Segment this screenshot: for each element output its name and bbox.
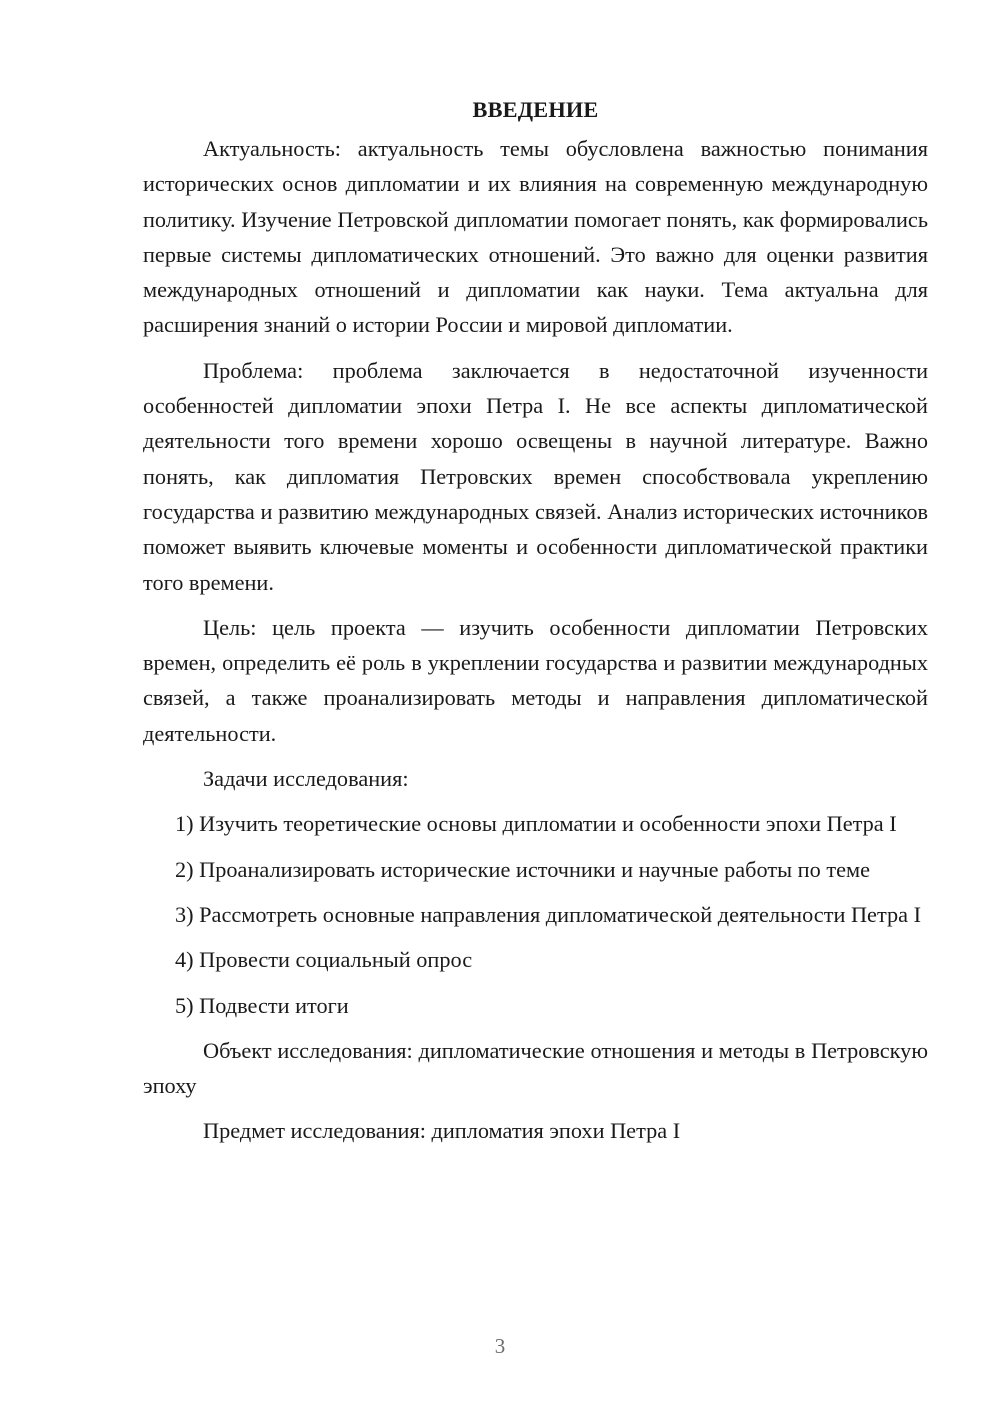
page-number: 3 <box>494 1334 506 1358</box>
page-content <box>143 92 928 1159</box>
task-item: 3) Рассмотреть основные направления дипломатической деятельности Петра I <box>175 901 922 927</box>
goal-paragraph: Цель: цель проекта — изучить особенности дипломатии Петровских времен, определить её роль в укреплении государства и развитии международных связей, а также проанализировать методы и направления дипломатической деятельности. <box>143 614 928 746</box>
section-heading: ВВЕДЕНИЕ <box>472 97 599 122</box>
task-item: 1) Изучить теоретические основы дипломатии и особенности эпохи Петра I <box>175 811 897 837</box>
task-item: 4) Провести социальный опрос <box>175 947 473 973</box>
research-object-paragraph: Объект исследования: дипломатические отношения и методы в Петровскую эпоху <box>143 1037 928 1099</box>
problem-paragraph: Проблема: проблема заключается в недостаточной изученности особенностей дипломатии эпохи Петра I. Не все аспекты дипломатической деятельности того времени хорошо освещены в научной литературе. Важно понять, как дипломатия Петровских времен способствовала укреплению государства и развитию международных связей. Анализ исторических источников поможет выявить ключевые моменты и особенности дипломатической практики того времени. <box>143 357 928 595</box>
tasks-list <box>143 806 928 1022</box>
tasks-heading: Задачи исследования: <box>203 766 409 792</box>
task-item: 2) Проанализировать исторические источники и научные работы по теме <box>175 856 870 882</box>
research-subject-paragraph: Предмет исследования: дипломатия эпохи Петра I <box>203 1118 681 1144</box>
relevance-paragraph: Актуальность: актуальность темы обусловлена важностью понимания исторических основ дипломатии и их влияния на современную международную политику. Изучение Петровской дипломатии помогает понять, как формировались первые системы дипломатических отношений. Это важно для оценки развития международных отношений и дипломатии как науки. Тема актуальна для расширения знаний о истории России и мировой дипломатии. <box>143 136 928 338</box>
task-item: 5) Подвести итоги <box>175 992 349 1018</box>
